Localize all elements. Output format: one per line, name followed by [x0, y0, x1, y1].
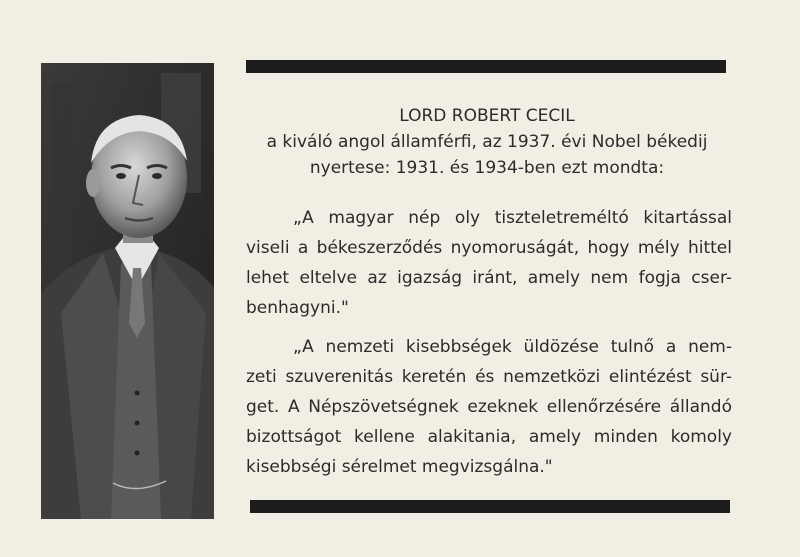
quote-2-line: get. A Népszövetségnek ezeknek ellenőrzésére állandó: [246, 397, 732, 417]
quote-2-line: bizottságot kellene alakitania, amely minden komoly: [246, 427, 732, 447]
top-divider-bar: [246, 60, 726, 73]
portrait-illustration: [41, 63, 214, 519]
name-heading: LORD ROBERT CECIL: [399, 106, 575, 126]
bottom-divider-bar: [250, 500, 730, 513]
quote-1-line: „A magyar nép oly tiszteletreméltó kitartással: [293, 208, 732, 228]
quote-2-line: zeti szuverenitás keretén és nemzetközi elintézést sür-: [246, 367, 732, 387]
quote-1-line: viseli a békeszerződés nyomoruságát, hogy mély hittel: [246, 238, 732, 258]
quote-1-line: benhagyni.": [246, 298, 349, 318]
quote-2: [246, 332, 732, 482]
portrait-photo: [41, 63, 214, 519]
quote-1: [246, 203, 732, 323]
quote-1-line: lehet eltelve az igazság iránt, amely nem fogja cser-: [246, 268, 732, 288]
intro-line-2: nyertese: 1931. és 1934-ben ezt mondta:: [309, 158, 665, 178]
quote-2-line: kisebbségi sérelmet megvizsgálna.": [246, 457, 553, 477]
intro-line-1: a kiváló angol államférfi, az 1937. évi Nobel békedij: [266, 132, 708, 152]
quote-2-line: „A nemzeti kisebbségek üldözése tulnő a nem-: [293, 337, 732, 357]
